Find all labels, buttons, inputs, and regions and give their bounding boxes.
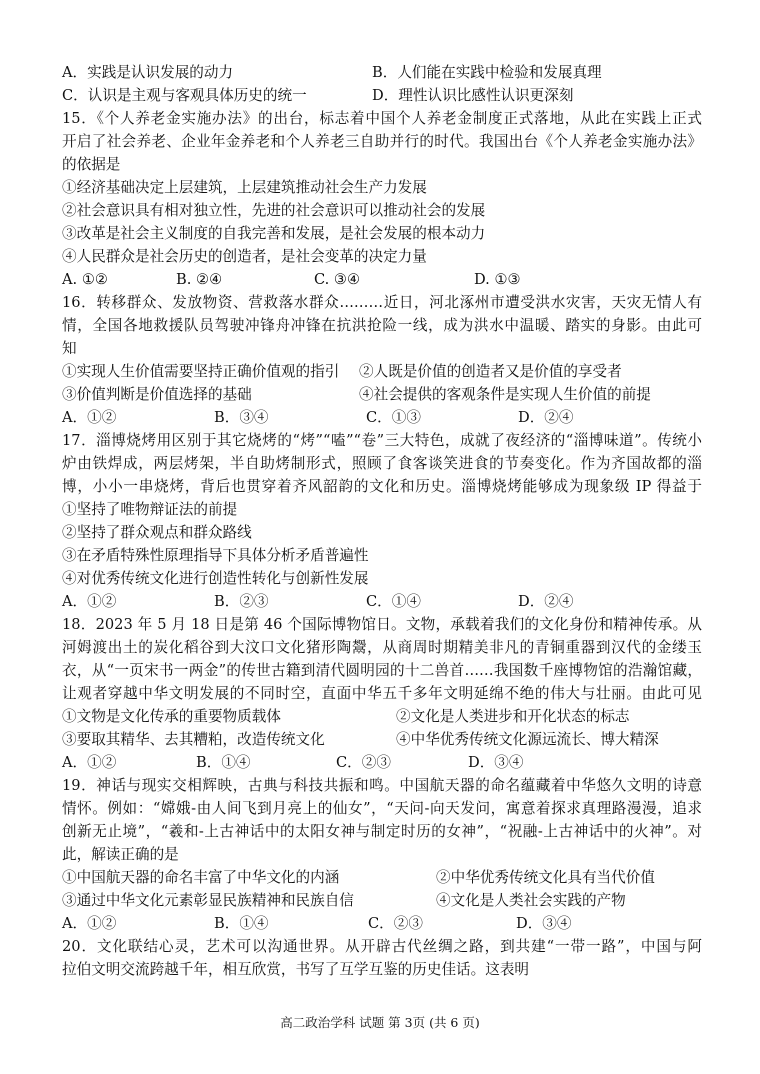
q19-statement-2: ②中华优秀传统文化具有当代价值 <box>436 869 655 886</box>
q14-options-row1 <box>62 63 602 83</box>
q14-option-b: B．人们能在实践中检验和发展真理 <box>372 64 602 81</box>
q17-option-d: D．②④ <box>518 593 574 610</box>
q18-statements-row2 <box>62 730 659 750</box>
q16-option-c: C．①③ <box>366 409 421 426</box>
q18-statement-1: ①文物是文化传承的重要物质载体 <box>62 708 281 725</box>
q14-option-c: C．认识是主观与客观具体历史的统一 <box>62 87 307 104</box>
q19-statements-row1 <box>62 868 655 888</box>
q18-statements-row1 <box>62 707 630 727</box>
q16-statements-row2 <box>62 385 651 405</box>
q19-stem-line3: 创新无止境”，“羲和-上古神话中的太阳女神与制定时历的女神”，“祝融-上古神话中的火神”。对 <box>62 823 702 840</box>
q17-stem-line1: 17．淄博烧烤用区别于其它烧烤的“烤”“嗑”“卷”三大特色，成就了夜经济的“淄博味道”。传统小 <box>62 432 702 449</box>
q17-option-c: C．①④ <box>366 593 421 610</box>
q15-stem-line2: 开启了社会养老、企业年金养老和个人养老三自助并行的时代。我国出台《个人养老金实施办法》 <box>62 133 702 150</box>
q16-statement-1: ①实现人生价值需要坚持正确价值观的指引 <box>62 363 340 380</box>
q19-option-c: C．②③ <box>368 915 423 932</box>
q17-statement-4: ④对优秀传统文化进行创造性转化与创新性发展 <box>62 570 369 587</box>
q19-statement-4: ④文化是人类社会实践的产物 <box>436 892 626 909</box>
q17-option-b: B．②③ <box>214 593 269 610</box>
q18-statement-3: ③要取其精华、去其糟粕，改造传统文化 <box>62 731 325 748</box>
q19-stem-line2: 情怀。例如：“嫦娥-由人间飞到月亮上的仙女”，“天问-向天发问，寓意着探求真理路漫漫，追求 <box>62 800 702 817</box>
q17-statement-1: ①坚持了唯物辩证法的前提 <box>62 501 238 518</box>
q15-option-b: B. ②④ <box>176 271 223 288</box>
q16-statement-2: ②人既是价值的创造者又是价值的享受者 <box>359 363 622 380</box>
q15-option-c: C. ③④ <box>314 271 361 288</box>
q16-option-b: B．③④ <box>214 409 269 426</box>
q16-stem-line1: 16．转移群众、发放物资、营救落水群众………近日，河北涿州市遭受洪水灾害，天灾无情人有 <box>62 294 702 311</box>
q18-stem-line4: 让观者穿越中华文明发展的不同时空，直面中华五千多年文明延绵不绝的伟大与壮丽。由此可见 <box>62 685 702 702</box>
q17-statement-2: ②坚持了群众观点和群众路线 <box>62 524 252 541</box>
q18-stem-line3: 衣，从“一页宋书一两金”的传世古籍到清代圆明园的十二兽首……我国数千座博物馆的浩瀚馆藏， <box>62 662 702 679</box>
q18-options <box>62 753 523 773</box>
q17-options <box>62 592 573 612</box>
q16-option-d: D．②④ <box>518 409 574 426</box>
q14-options-row2 <box>62 86 573 106</box>
q19-statements-row2 <box>62 891 626 911</box>
q19-stem-line1: 19．神话与现实交相辉映，古典与科技共振和鸣。中国航天器的命名蕴藏着中华悠久文明的诗意 <box>62 777 702 794</box>
q18-option-b: B．①④ <box>196 754 251 771</box>
q15-statement-1: ①经济基础决定上层建筑，上层建筑推动社会生产力发展 <box>62 179 427 196</box>
q17-stem-line2: 炉由铁焊成，两层烤架，半自助烤制形式，照顾了食客谈笑进食的节奏变化。作为齐国故都的淄 <box>62 455 702 472</box>
q14-option-d: D．理性认识比感性认识更深刻 <box>372 87 574 104</box>
q15-options <box>62 270 521 290</box>
q18-option-a: A．①② <box>62 754 117 771</box>
q14-option-a: A．实践是认识发展的动力 <box>62 64 234 81</box>
q18-option-c: C．②③ <box>336 754 391 771</box>
q18-stem-line2: 河姆渡出土的炭化稻谷到大汶口文化猪形陶鬶，从商周时期精美非凡的青铜重器到汉代的金缕玉 <box>62 639 702 656</box>
q15-option-a: A. ①② <box>62 271 108 288</box>
q18-statement-2: ②文化是人类进步和开化状态的标志 <box>396 708 630 725</box>
q18-stem-line1: 18．2023 年 5 月 18 日是第 46 个国际博物馆日。文物，承载着我们的文化身份和精神传承。从 <box>62 616 702 633</box>
q19-stem-line4: 此，解读正确的是 <box>62 846 179 863</box>
q17-option-a: A．①② <box>62 593 117 610</box>
q16-statements-row1 <box>62 362 622 382</box>
q16-option-a: A．①② <box>62 409 117 426</box>
q16-statement-3: ③价值判断是价值选择的基础 <box>62 386 252 403</box>
q19-option-a: A．①② <box>62 915 117 932</box>
q17-stem-line3: 博，小小一串烧烤，背后也贯穿着齐风韶韵的文化和历史。淄博烧烤能够成为现象级 IP 得益于 <box>62 478 702 495</box>
q19-options <box>62 914 571 934</box>
q20-stem-line1: 20．文化联结心灵，艺术可以沟通世界。从开辟古代丝绸之路，到共建“一带一路”，中国与阿 <box>62 938 702 955</box>
q15-statement-4: ④人民群众是社会历史的创造者，是社会变革的决定力量 <box>62 248 427 265</box>
q20-stem-line2: 拉伯文明交流跨越千年，相互欣赏，书写了互学互鉴的历史佳话。这表明 <box>62 961 530 978</box>
q15-statement-2: ②社会意识具有相对独立性，先进的社会意识可以推动社会的发展 <box>62 202 486 219</box>
q18-statement-4: ④中华优秀传统文化源远流长、博大精深 <box>396 731 659 748</box>
page-footer: 高二政治学科 试题 第 3页 (共 6 页) <box>280 1015 480 1030</box>
q17-statement-3: ③在矛盾特殊性原理指导下具体分析矛盾普遍性 <box>62 547 369 564</box>
q19-statement-1: ①中国航天器的命名丰富了中华文化的内涵 <box>62 869 340 886</box>
q19-option-b: B．①④ <box>214 915 269 932</box>
q18-option-d: D．③④ <box>468 754 524 771</box>
q15-stem-line1: 15．《个人养老金实施办法》的出台，标志着中国个人养老金制度正式落地，从此在实践上正式 <box>62 110 702 127</box>
q19-statement-3: ③通过中华文化元素彰显民族精神和民族自信 <box>62 892 354 909</box>
q15-stem-line3: 的依据是 <box>62 156 121 173</box>
q16-statement-4: ④社会提供的客观条件是实现人生价值的前提 <box>359 386 651 403</box>
q16-options <box>62 408 573 428</box>
q16-stem-line2: 情，全国各地救援队员驾驶冲锋舟冲锋在抗洪抢险一线，成为洪水中温暖、踏实的身影。由此可 <box>62 317 702 334</box>
q19-option-d: D．③④ <box>516 915 572 932</box>
q15-option-d: D. ①③ <box>474 271 521 288</box>
q16-stem-line3: 知 <box>62 340 77 357</box>
q15-statement-3: ③改革是社会主义制度的自我完善和发展，是社会发展的根本动力 <box>62 225 486 242</box>
